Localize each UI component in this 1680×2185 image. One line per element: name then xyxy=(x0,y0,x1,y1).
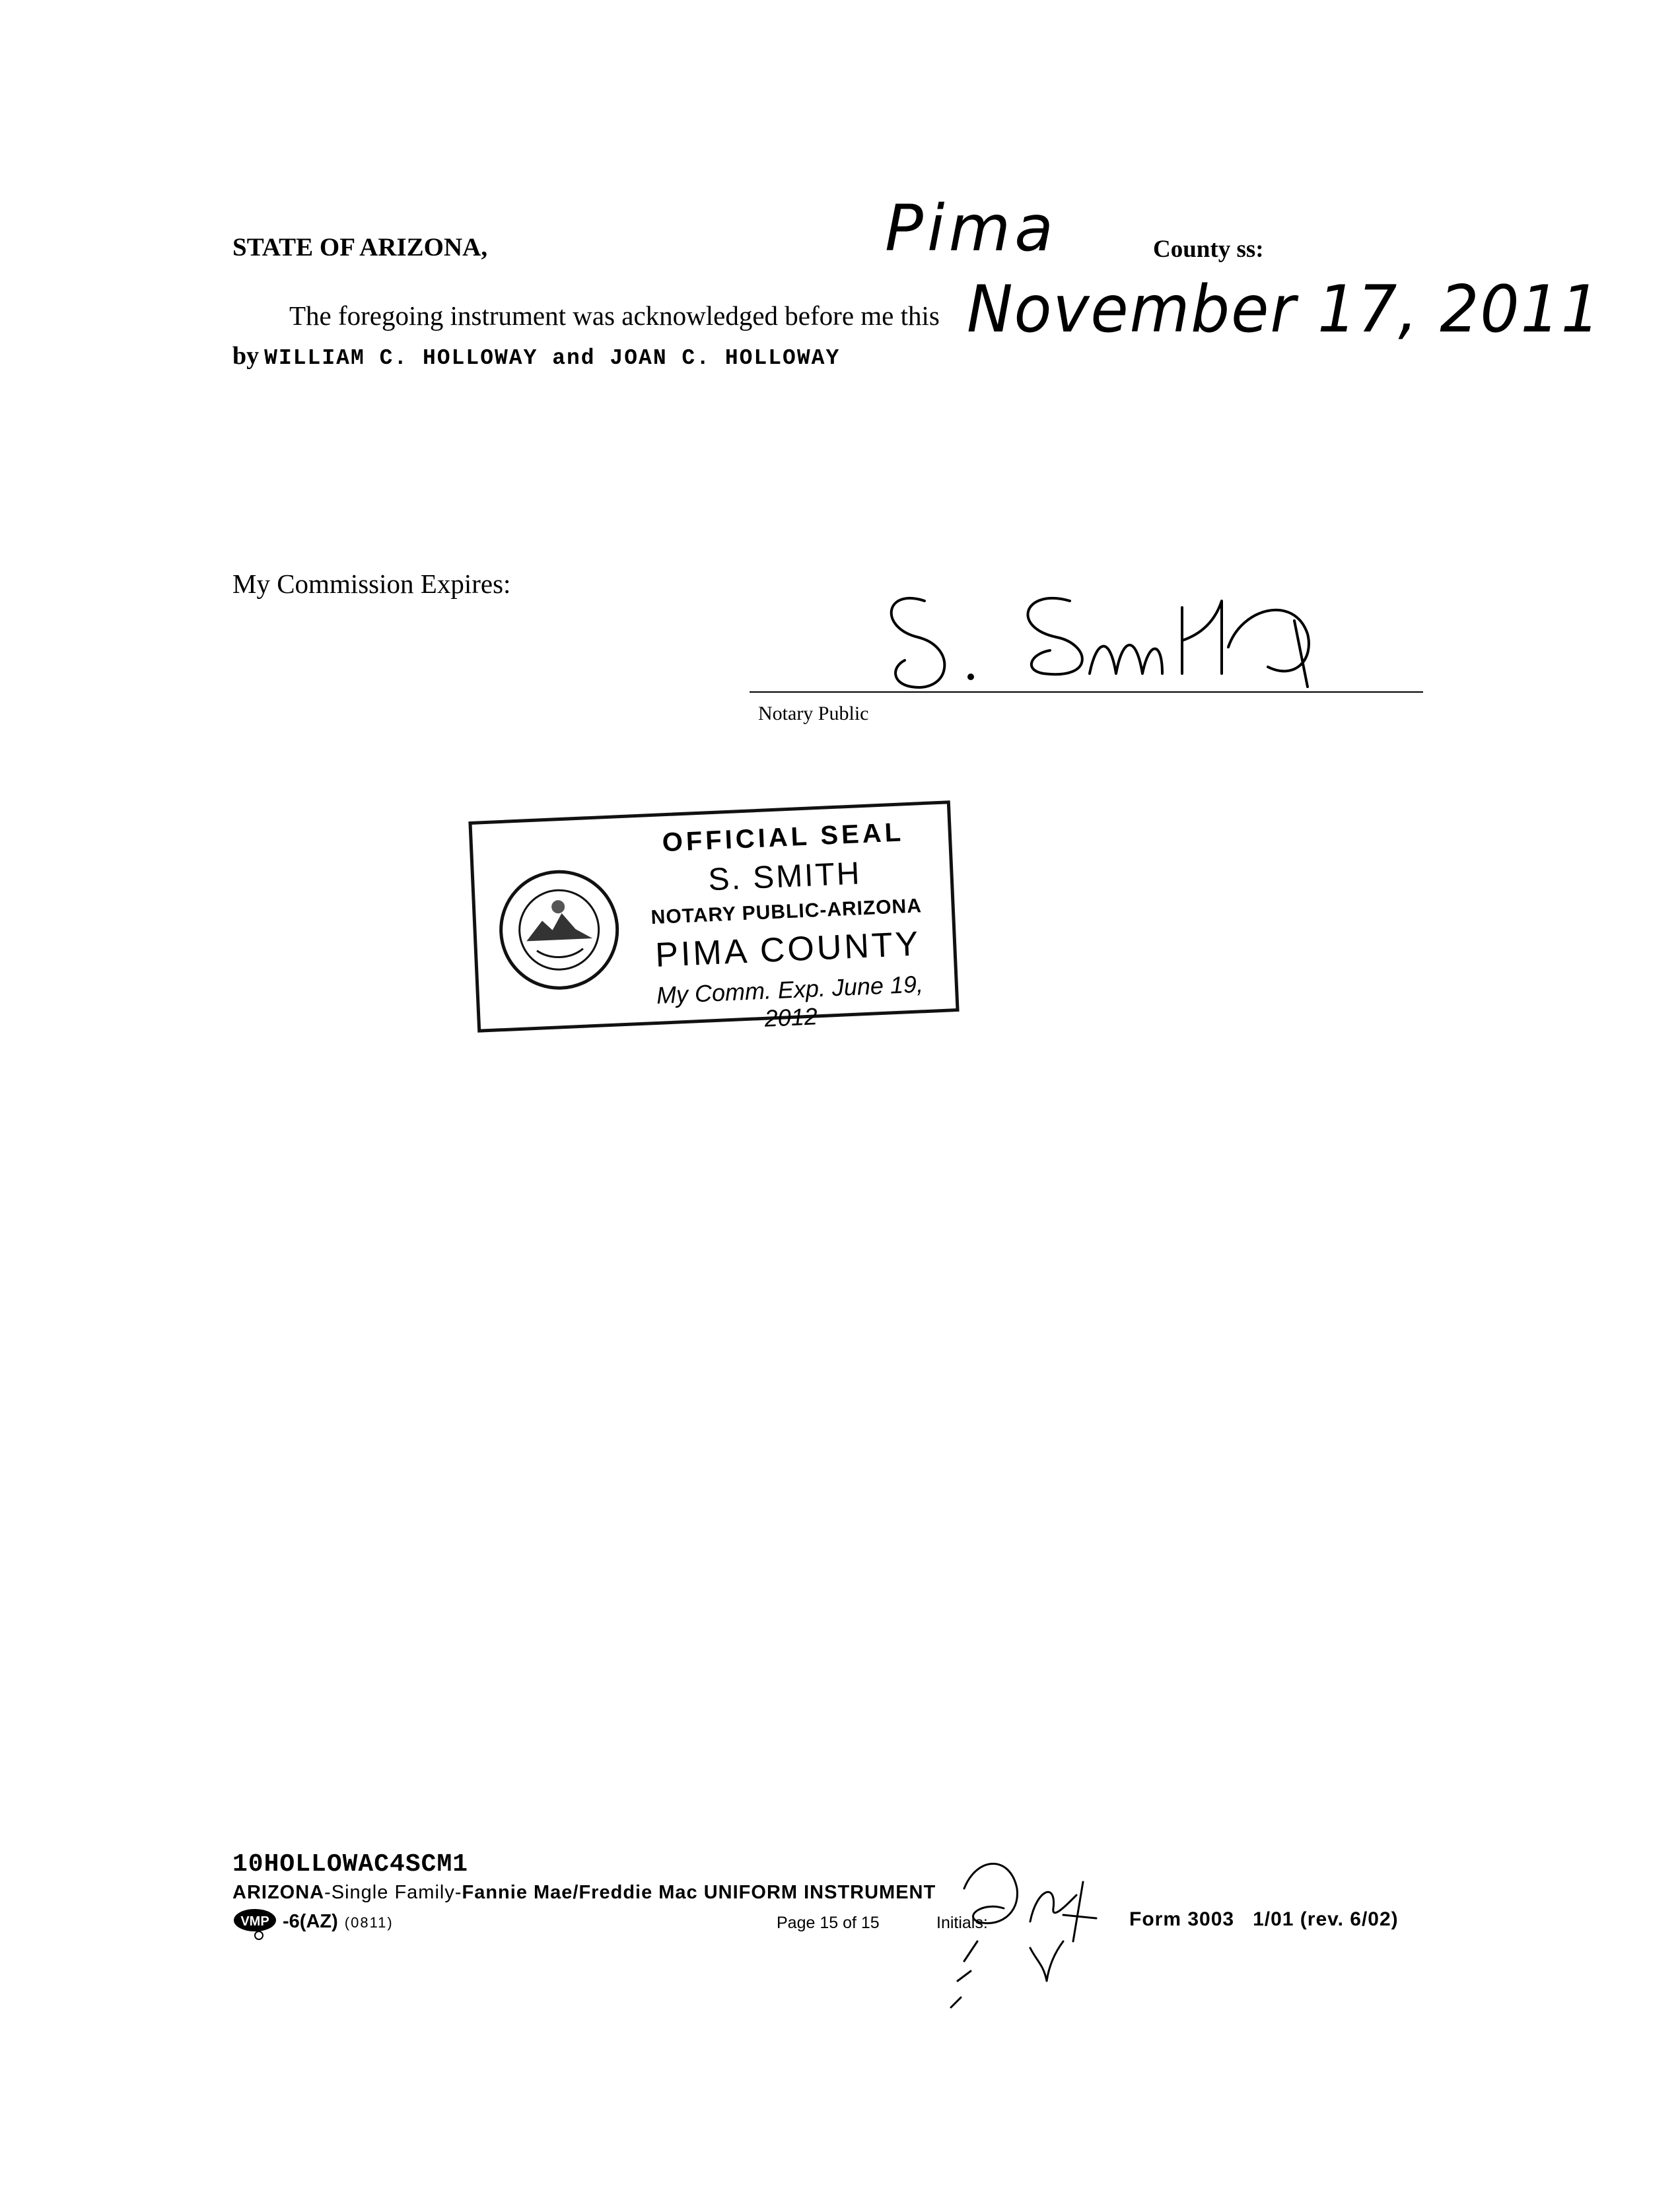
acknowledged-by xyxy=(232,341,840,370)
form-code-revision: (0811) xyxy=(344,1914,394,1931)
acknowledgment-date: November 17, 2011 xyxy=(967,272,1601,347)
instrument-type: -Single Family- xyxy=(324,1882,462,1903)
state-seal-emblem xyxy=(494,864,625,995)
instrument-state: ARIZONA xyxy=(232,1882,325,1903)
form-number: Form 3003 1/01 (rev. 6/02) xyxy=(1129,1908,1399,1930)
page-number: Page 15 of 15 xyxy=(777,1914,880,1932)
acknowledgment-text: The foregoing instrument was acknowledged before me this xyxy=(289,300,940,331)
commission-label: My Commission Expires: xyxy=(232,569,511,599)
by-label: by xyxy=(232,342,260,370)
seal-title: OFFICIAL SEAL xyxy=(661,817,905,858)
instrument-title xyxy=(232,1882,936,1904)
seal-expiry: My Comm. Exp. June 19, 2012 xyxy=(656,970,924,1032)
seal-county: PIMA COUNTY xyxy=(654,924,922,975)
initials-signature xyxy=(938,1849,1136,2021)
notary-signature xyxy=(872,581,1347,700)
form-code-main: -6(AZ) xyxy=(283,1911,338,1932)
form-code xyxy=(283,1911,394,1933)
county-handwritten: Pima xyxy=(885,191,1057,265)
vmp-logo-icon xyxy=(232,1907,281,1940)
state-label: STATE OF ARIZONA, xyxy=(232,233,488,261)
document-id: 10HOLLOWAC4SCM1 xyxy=(232,1850,469,1879)
official-seal-stamp xyxy=(468,800,959,1033)
signature-line xyxy=(750,691,1423,693)
seal-name: S. SMITH xyxy=(707,856,862,898)
signer-names: WILLIAM C. HOLLOWAY and JOAN C. HOLLOWAY xyxy=(264,346,841,370)
notary-public-label: Notary Public xyxy=(758,703,869,724)
svg-text:VMP: VMP xyxy=(240,1914,269,1929)
initials-label: Initials: xyxy=(936,1914,988,1932)
county-label: County ss: xyxy=(1153,236,1264,263)
seal-office: NOTARY PUBLIC-ARIZONA xyxy=(650,895,923,929)
instrument-name: Fannie Mae/Freddie Mac UNIFORM INSTRUMENT xyxy=(462,1882,936,1903)
